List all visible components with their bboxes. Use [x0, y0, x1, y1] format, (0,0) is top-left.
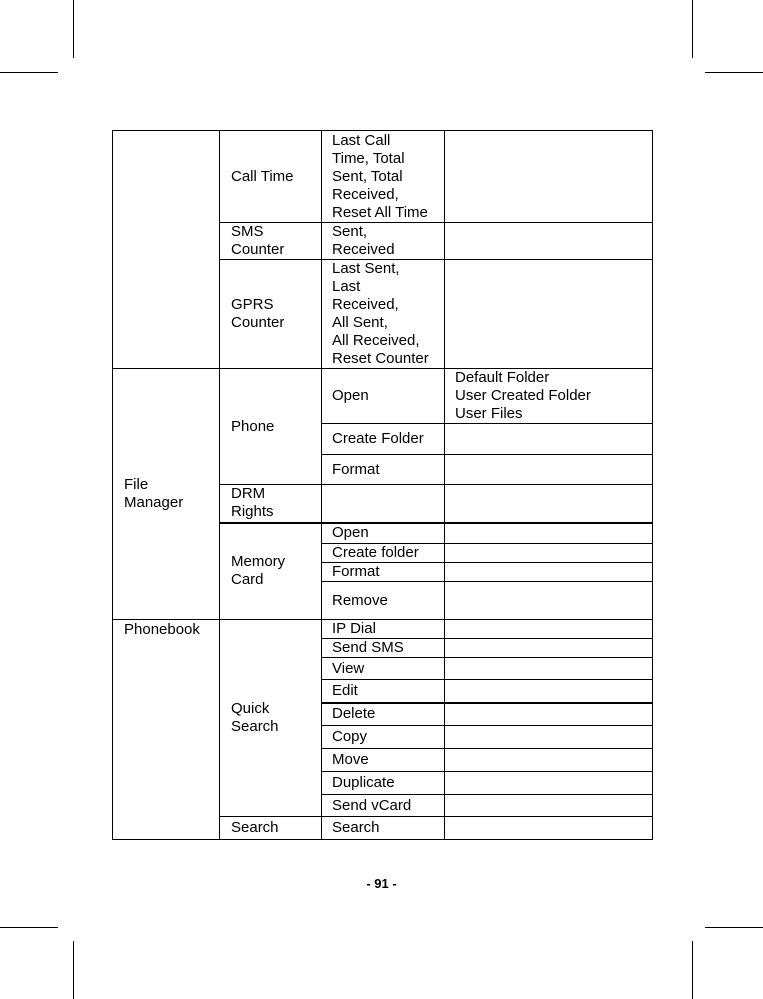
crop-mark-top-left-horizontal [0, 72, 58, 73]
quick-search-item-copy: Copy [322, 726, 445, 749]
crop-mark-top-right-horizontal [705, 72, 763, 73]
empty-cell [445, 680, 653, 703]
sms-counter-options: Sent, Received [322, 223, 445, 260]
quick-search-item-delete: Delete [322, 703, 445, 726]
page-number: - 91 - [366, 876, 397, 891]
phone-create-folder-item: Create Folder [322, 424, 445, 455]
table-row [113, 620, 653, 639]
crop-mark-bottom-right-horizontal [705, 927, 763, 928]
empty-cell [445, 749, 653, 772]
empty-cell [445, 726, 653, 749]
empty-cell [445, 658, 653, 680]
call-time-options: Last Call Time, Total Sent, Total Received, Reset All Time [322, 131, 445, 223]
quick-search-item-duplicate: Duplicate [322, 772, 445, 795]
quick-search-item-view: View [322, 658, 445, 680]
crop-mark-bottom-right-vertical [692, 941, 693, 999]
drm-rights-label: DRM Rights [220, 485, 322, 523]
quick-search-label: Quick Search [220, 620, 322, 817]
crop-mark-bottom-left-horizontal [0, 927, 58, 928]
quick-search-item-send-vcard: Send vCard [322, 795, 445, 817]
crop-mark-top-right-vertical [692, 0, 693, 58]
empty-cell [445, 817, 653, 840]
empty-cell [445, 620, 653, 639]
empty-cell [445, 639, 653, 658]
memory-card-label: Memory Card [220, 523, 322, 620]
quick-search-item-ip-dial: IP Dial [322, 620, 445, 639]
empty-cell [322, 485, 445, 523]
empty-cell [445, 131, 653, 223]
table-row [113, 131, 653, 223]
menu-structure-table [112, 130, 653, 840]
quick-search-item-edit: Edit [322, 680, 445, 703]
sms-counter-label: SMS Counter [220, 223, 322, 260]
search-label: Search [220, 817, 322, 840]
empty-cell [445, 582, 653, 620]
empty-cell [445, 523, 653, 544]
empty-cell [445, 485, 653, 523]
empty-cell [445, 455, 653, 485]
empty-cell [445, 424, 653, 455]
quick-search-item-send-sms: Send SMS [322, 639, 445, 658]
empty-cell [445, 703, 653, 726]
empty-cell [445, 223, 653, 260]
memory-card-open-item: Open [322, 523, 445, 544]
table-row [113, 369, 653, 424]
phone-open-item: Open [322, 369, 445, 424]
memory-card-remove-item: Remove [322, 582, 445, 620]
phone-label: Phone [220, 369, 322, 485]
empty-cell [445, 260, 653, 369]
gprs-counter-options: Last Sent, Last Received, All Sent, All Received, Reset Counter [322, 260, 445, 369]
crop-mark-top-left-vertical [73, 0, 74, 58]
call-log-continued-cell [113, 131, 220, 369]
phonebook-label: Phonebook [113, 620, 220, 840]
crop-mark-bottom-left-vertical [73, 941, 74, 999]
quick-search-item-move: Move [322, 749, 445, 772]
search-item: Search [322, 817, 445, 840]
call-time-label: Call Time [220, 131, 322, 223]
empty-cell [445, 544, 653, 563]
empty-cell [445, 795, 653, 817]
memory-card-format-item: Format [322, 563, 445, 582]
phone-format-item: Format [322, 455, 445, 485]
empty-cell [445, 563, 653, 582]
file-manager-label: File Manager [113, 369, 220, 620]
phone-open-folders: Default Folder User Created Folder User Files [445, 369, 653, 424]
empty-cell [445, 772, 653, 795]
gprs-counter-label: GPRS Counter [220, 260, 322, 369]
memory-card-create-folder-item: Create folder [322, 544, 445, 563]
